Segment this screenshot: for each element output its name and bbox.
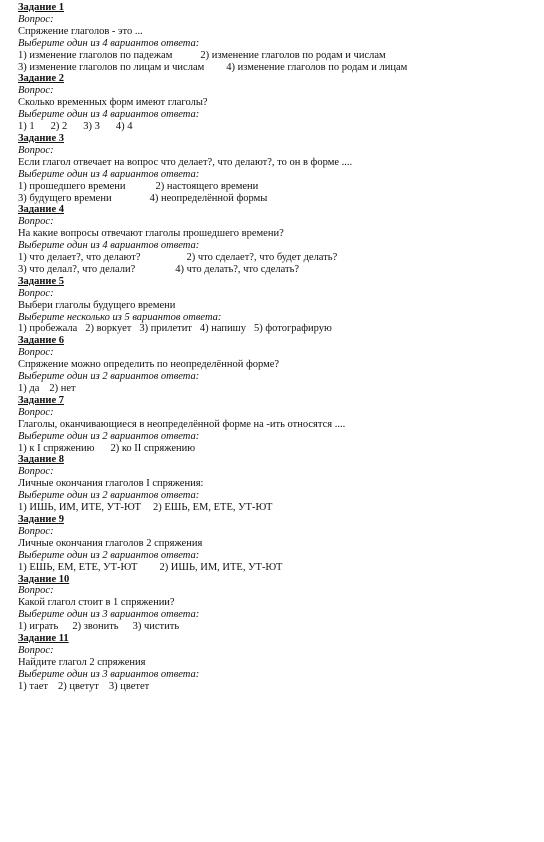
answer-option[interactable]: 3) что делал?, что делали? xyxy=(18,263,136,275)
answer-instruction: Выберите один из 2 вариантов ответа: xyxy=(18,549,200,561)
answer-instruction: Выберите один из 2 вариантов ответа: xyxy=(18,490,200,502)
task-block xyxy=(18,276,538,336)
question-label: Вопрос: xyxy=(18,406,54,418)
task-block xyxy=(18,133,538,204)
answer-instruction: Выберите один из 2 вариантов ответа: xyxy=(18,430,200,442)
answer-instruction: Выберите один из 4 вариантов ответа: xyxy=(18,37,200,49)
answer-option[interactable]: 2) ко II спряжению xyxy=(110,442,196,454)
question-text: На какие вопросы отвечают глаголы прошедшего времени? xyxy=(18,228,284,240)
task-block xyxy=(18,335,538,395)
answer-option[interactable]: 2) нет xyxy=(49,383,76,394)
answer-instruction: Выберите один из 3 вариантов ответа: xyxy=(18,668,200,680)
question-label: Вопрос: xyxy=(18,347,54,359)
answer-option[interactable]: 1) тает xyxy=(18,680,48,692)
answer-options-row xyxy=(18,264,538,276)
answer-option[interactable]: 4) напишу xyxy=(199,323,246,335)
question-label: Вопрос: xyxy=(18,216,54,228)
answer-options-row xyxy=(18,443,538,455)
question-text: Глаголы, оканчивающиеся в неопределённой форме на -ить относятся .... xyxy=(18,418,346,430)
answer-option[interactable]: 2) звонить xyxy=(72,621,119,633)
answer-option[interactable]: 5) фотографирую xyxy=(254,323,332,335)
answer-option[interactable]: 4) что делать?, что сделать? xyxy=(175,263,300,275)
answer-option[interactable]: 1) изменение глаголов по падежам xyxy=(18,49,173,61)
answer-options-row xyxy=(18,323,538,335)
answer-option[interactable]: 3) цветет xyxy=(108,680,150,692)
task-block xyxy=(18,574,538,634)
answer-instruction: Выберите один из 4 вариантов ответа: xyxy=(18,240,200,252)
answer-options-row xyxy=(18,383,538,395)
question-text: Личные окончания глаголов I спряжения: xyxy=(18,478,204,490)
answer-options-row xyxy=(18,50,538,62)
question-label: Вопрос: xyxy=(18,644,54,656)
task-title: Задание 10 xyxy=(18,573,70,585)
answer-option[interactable]: 1) к I спряжению xyxy=(18,442,95,454)
answer-options-row xyxy=(18,193,538,205)
answer-options-row xyxy=(18,181,538,193)
answer-option[interactable]: 1) 1 xyxy=(18,121,35,133)
task-title: Задание 3 xyxy=(18,132,64,144)
answer-options-row xyxy=(18,621,538,633)
answer-option[interactable]: 2) 2 xyxy=(50,121,68,133)
answer-options-row xyxy=(18,502,538,514)
task-title: Задание 4 xyxy=(18,204,64,216)
question-text: Выбери глаголы будущего времени xyxy=(18,299,176,311)
question-label: Вопрос: xyxy=(18,287,54,299)
question-label: Вопрос: xyxy=(18,85,54,97)
answer-option[interactable]: 4) неопределённой формы xyxy=(149,192,268,204)
answer-option[interactable]: 2) воркует xyxy=(85,323,132,335)
answer-option[interactable]: 1) ИШЬ, ИМ, ИТЕ, УТ-ЮТ xyxy=(18,502,141,514)
answer-option[interactable]: 4) изменение глаголов по родам и лицам xyxy=(226,61,408,73)
task-block xyxy=(18,2,538,73)
task-title: Задание 1 xyxy=(18,2,64,13)
answer-option[interactable]: 3) чистить xyxy=(132,621,180,633)
answer-options-row xyxy=(18,121,538,133)
answer-option[interactable]: 2) что сделает?, что будет делать? xyxy=(186,252,338,264)
question-text: Найдите глагол 2 спряжения xyxy=(18,656,146,668)
task-block xyxy=(18,204,538,275)
answer-option[interactable]: 3) 3 xyxy=(83,121,100,133)
task-title: Задание 8 xyxy=(18,454,64,466)
question-text: Личные окончания глаголов 2 спряжения xyxy=(18,537,203,549)
answer-options-row xyxy=(18,62,538,74)
answer-option[interactable]: 4) 4 xyxy=(115,121,133,133)
answer-instruction: Выберите несколько из 5 вариантов ответа: xyxy=(18,311,222,323)
question-text: Какой глагол стоит в 1 спряжении? xyxy=(18,597,175,609)
document-page xyxy=(18,2,538,693)
answer-option[interactable]: 1) пробежала xyxy=(18,323,78,335)
answer-options-row xyxy=(18,252,538,264)
answer-instruction: Выберите один из 4 вариантов ответа: xyxy=(18,109,200,121)
answer-option[interactable]: 1) что делает?, что делают? xyxy=(18,252,141,264)
task-title: Задание 5 xyxy=(18,275,64,287)
question-label: Вопрос: xyxy=(18,466,54,478)
answer-option[interactable]: 2) настоящего времени xyxy=(155,180,259,192)
answer-instruction: Выберите один из 4 вариантов ответа: xyxy=(18,168,200,180)
question-label: Вопрос: xyxy=(18,13,54,25)
answer-instruction: Выберите один из 3 вариантов ответа: xyxy=(18,609,200,621)
task-block xyxy=(18,73,538,133)
answer-option[interactable]: 2) цветут xyxy=(58,680,99,692)
answer-options-row xyxy=(18,681,538,693)
answer-option[interactable]: 1) играть xyxy=(18,621,59,633)
task-title: Задание 7 xyxy=(18,394,64,406)
answer-option[interactable]: 2) ИШЬ, ИМ, ИТЕ, УТ-ЮТ xyxy=(159,561,283,573)
task-block xyxy=(18,454,538,514)
question-text: Если глагол отвечает на вопрос что делает?, что делают?, то он в форме .... xyxy=(18,156,353,168)
answer-instruction: Выберите один из 2 вариантов ответа: xyxy=(18,371,200,383)
answer-option[interactable]: 3) прилетит xyxy=(139,323,192,335)
answer-option[interactable]: 1) да xyxy=(18,383,40,394)
question-label: Вопрос: xyxy=(18,525,54,537)
answer-option[interactable]: 2) ЕШЬ, ЕМ, ЕТЕ, УТ-ЮТ xyxy=(152,502,273,514)
question-text: Сколько временных форм имеют глаголы? xyxy=(18,97,208,109)
question-label: Вопрос: xyxy=(18,585,54,597)
task-title: Задание 2 xyxy=(18,73,64,85)
task-title: Задание 9 xyxy=(18,513,64,525)
answer-option[interactable]: 3) изменение глаголов по лицам и числам xyxy=(18,61,205,73)
task-title: Задание 6 xyxy=(18,335,64,347)
answer-option[interactable]: 3) будущего времени xyxy=(18,192,112,204)
question-text: Спряжение глаголов - это ... xyxy=(18,25,143,37)
answer-option[interactable]: 1) ЕШЬ, ЕМ, ЕТЕ, УТ-ЮТ xyxy=(18,561,138,573)
answer-option[interactable]: 1) прошедшего времени xyxy=(18,180,126,192)
question-label: Вопрос: xyxy=(18,144,54,156)
task-block xyxy=(18,395,538,455)
task-title: Задание 11 xyxy=(18,633,69,645)
question-text: Спряжение можно определить по неопределённой форме? xyxy=(18,359,280,371)
task-block xyxy=(18,633,538,693)
answer-options-row xyxy=(18,562,538,574)
task-block xyxy=(18,514,538,574)
answer-option[interactable]: 2) изменение глаголов по родам и числам xyxy=(200,49,386,61)
